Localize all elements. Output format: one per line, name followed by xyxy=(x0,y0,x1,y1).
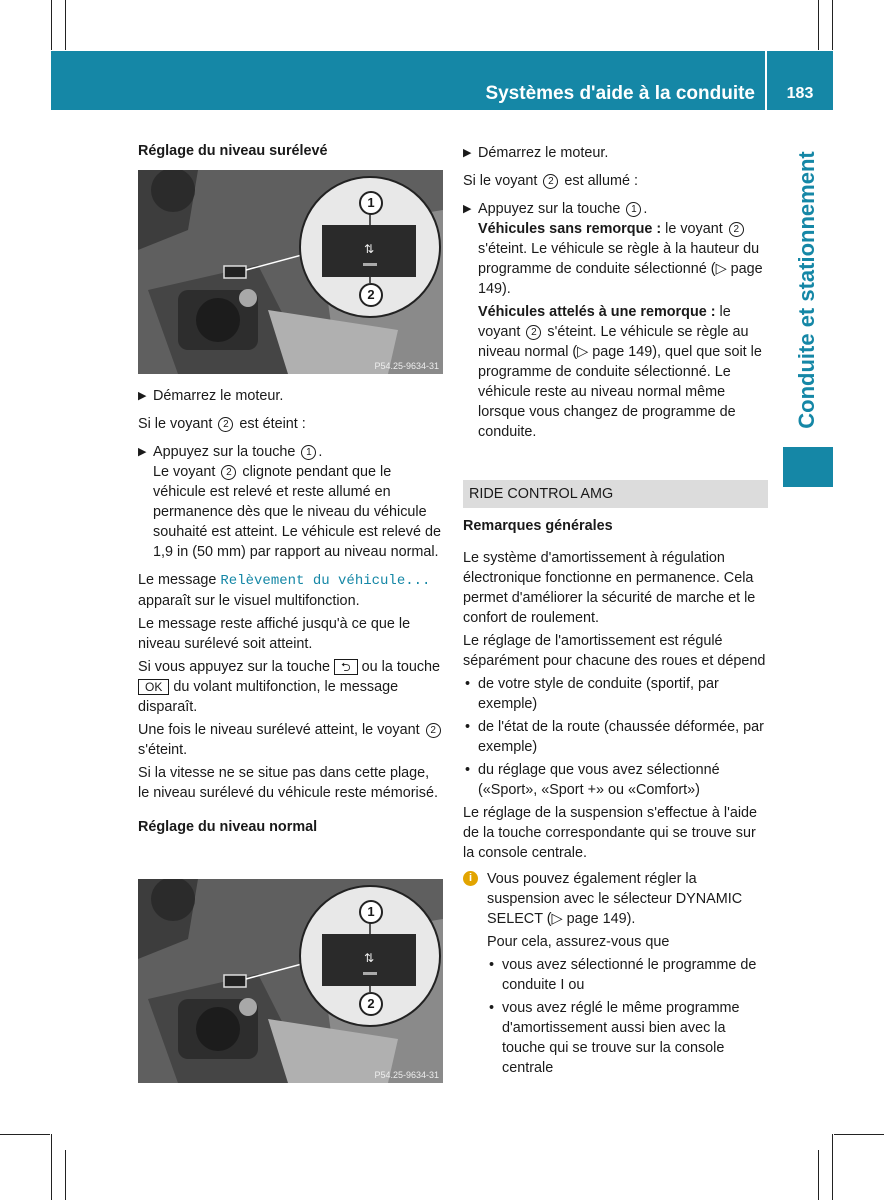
step-text: Démarrez le moteur. xyxy=(153,388,284,404)
step-start-engine xyxy=(138,386,443,406)
text: Appuyez sur la touche xyxy=(153,444,296,460)
svg-text:⇅: ⇅ xyxy=(363,951,375,965)
text: Le voyant xyxy=(153,464,216,480)
right-column xyxy=(463,143,768,1081)
console-illustration-2 xyxy=(138,879,443,1083)
callout-ref: 2 xyxy=(526,325,541,340)
center-console-photo-1 xyxy=(138,170,443,374)
paragraph xyxy=(463,171,768,191)
text: Si le voyant xyxy=(138,416,213,432)
step-arrow-icon: ▶ xyxy=(463,147,472,159)
chapter-marker xyxy=(783,447,833,487)
text: s'éteint. Le véhicule se règle au niveau normal (▷ page 149), quel que soit le programme de conduite sélectionné. Le véhicule reste au niveau normal même lorsque vous changez de programme de conduite. xyxy=(478,324,762,440)
text: vous avez réglé le même programme d'amortissement aussi bien avec la touche qui se trouve sur la console centrale xyxy=(502,1000,740,1076)
callout-ref: 1 xyxy=(626,202,641,217)
callout-ref: 2 xyxy=(729,222,744,237)
callout-ref: 2 xyxy=(221,465,236,480)
crop-mark xyxy=(832,1134,833,1200)
crop-mark xyxy=(818,0,819,50)
crop-mark xyxy=(65,0,66,50)
crop-mark xyxy=(832,0,833,50)
text: s'éteint. xyxy=(138,742,188,758)
text: le voyant xyxy=(478,304,731,340)
crop-mark xyxy=(818,1150,819,1200)
left-column-body xyxy=(138,386,443,847)
chapter-tab xyxy=(787,140,827,440)
paragraph: Le message reste affiché jusqu'à ce que le niveau surélevé soit atteint. xyxy=(138,616,411,652)
bullet-icon: • xyxy=(465,762,471,778)
paragraph xyxy=(463,302,768,442)
heading-normal-level: Réglage du niveau normal xyxy=(138,819,318,835)
step-start-engine xyxy=(463,143,768,163)
list-item xyxy=(463,717,768,757)
list-item xyxy=(487,955,768,995)
list-item xyxy=(487,998,768,1078)
paragraph xyxy=(138,657,443,717)
page-title: Systèmes d'aide à la conduite xyxy=(485,83,755,104)
callout-ref: 2 xyxy=(218,417,233,432)
crop-mark xyxy=(51,0,52,50)
info-text: Vous pouvez également régler la suspension avec le sélecteur DYNAMIC SELECT (▷ page 149). xyxy=(487,871,743,927)
step-text: Démarrez le moteur. xyxy=(478,145,609,161)
text: vous avez sélectionné le programme de conduite I ou xyxy=(502,957,757,993)
text: . xyxy=(318,444,323,460)
callout-2: 2 xyxy=(359,283,383,307)
label-with-trailer: Véhicules attelés à une remorque : xyxy=(478,304,716,320)
callout-ref: 2 xyxy=(543,174,558,189)
label-no-trailer: Véhicules sans remorque : xyxy=(478,221,662,237)
list-item xyxy=(463,674,768,714)
step-arrow-icon: ▶ xyxy=(138,446,147,458)
text: Une fois le niveau surélevé atteint, le voyant xyxy=(138,722,420,738)
console-illustration-1 xyxy=(138,170,443,374)
text: Le message xyxy=(138,572,217,588)
paragraph: Si la vitesse ne se situe pas dans cette plage, le niveau surélevé du véhicule reste mémorisé. xyxy=(138,765,438,801)
paragraph: Le réglage de l'amortissement est régulé séparément pour chacune des roues et dépend xyxy=(463,633,766,669)
left-column xyxy=(138,141,443,171)
step-press-button xyxy=(463,199,768,299)
text: de votre style de conduite (sportif, par exemple) xyxy=(478,676,719,712)
crop-mark xyxy=(65,1150,66,1200)
text: Appuyez sur la touche xyxy=(478,201,621,217)
text: est éteint : xyxy=(239,416,306,432)
callout-2: 2 xyxy=(359,992,383,1016)
step-arrow-icon: ▶ xyxy=(463,203,472,215)
bullet-icon: • xyxy=(489,957,495,973)
paragraph xyxy=(138,720,443,760)
text: . xyxy=(643,201,648,217)
text: s'éteint. Le véhicule se règle à la hauteur du programme de conduite sélectionné (▷ page 149). xyxy=(478,241,763,297)
paragraph: Le réglage de la suspension s'effectue à l'aide de la touche correspondante qui se trouve sur la console centrale. xyxy=(463,805,758,861)
paragraph: Le système d'amortissement à régulation électronique fonctionne en permanence. Cela permet d'améliorer la sécurité de marche et le confort de roulement. xyxy=(463,550,756,626)
text: de l'état de la route (chaussée déformée, par exemple) xyxy=(478,719,764,755)
text: Si le voyant xyxy=(463,173,538,189)
page-number: 183 xyxy=(786,85,814,102)
text: clignote pendant que le véhicule est relevé et reste allumé en permanence dès que le niveau du véhicule souhaité est atteint. Le véhicule est relevé de 1,9 in (50 mm) par rapport au niveau normal. xyxy=(153,464,441,560)
image-caption: P54.25-9634-31 xyxy=(374,1070,439,1080)
text: ou la touche xyxy=(361,659,441,675)
info-note xyxy=(463,869,768,1078)
text: du volant multifonction, le message disparaît. xyxy=(138,679,399,715)
bullet-icon: • xyxy=(465,719,471,735)
heading-raised-level: Réglage du niveau surélevé xyxy=(138,143,328,159)
info-text: Pour cela, assurez-vous que xyxy=(487,934,670,950)
callout-1: 1 xyxy=(359,191,383,215)
crop-mark xyxy=(834,1134,884,1135)
text: Si vous appuyez sur la touche xyxy=(138,659,330,675)
text: le voyant xyxy=(665,221,723,237)
bullet-icon: • xyxy=(465,676,471,692)
page-number-box xyxy=(767,51,833,110)
callout-ref: 2 xyxy=(426,723,441,738)
text: apparaît sur le visuel multifonction. xyxy=(138,593,360,609)
step-arrow-icon: ▶ xyxy=(138,390,147,402)
image-caption: P54.25-9634-31 xyxy=(374,361,439,371)
center-console-photo-2 xyxy=(138,879,443,1083)
chapter-tab-label: Conduite et stationnement xyxy=(794,151,819,429)
page-header xyxy=(51,51,765,110)
paragraph xyxy=(138,570,443,611)
step-press-button xyxy=(138,442,443,562)
info-icon: i xyxy=(463,871,478,886)
svg-text:⇅: ⇅ xyxy=(363,242,375,256)
crop-mark xyxy=(51,1134,52,1200)
text: est allumé : xyxy=(564,173,638,189)
ok-key: OK xyxy=(138,679,169,695)
text: du réglage que vous avez sélectionné («Sport», «Sport +» ou «Comfort») xyxy=(478,762,720,798)
paragraph xyxy=(138,414,443,434)
crop-mark xyxy=(0,1134,50,1135)
bullet-icon: • xyxy=(489,1000,495,1016)
callout-1: 1 xyxy=(359,900,383,924)
callout-ref: 1 xyxy=(301,445,316,460)
heading-general-remarks: Remarques générales xyxy=(463,518,613,534)
list-item xyxy=(463,760,768,800)
section-bar-ride-control: RIDE CONTROL AMG xyxy=(463,480,768,508)
display-message: Relèvement du véhicule... xyxy=(220,573,431,589)
back-key-icon: ⮌ xyxy=(334,659,358,675)
